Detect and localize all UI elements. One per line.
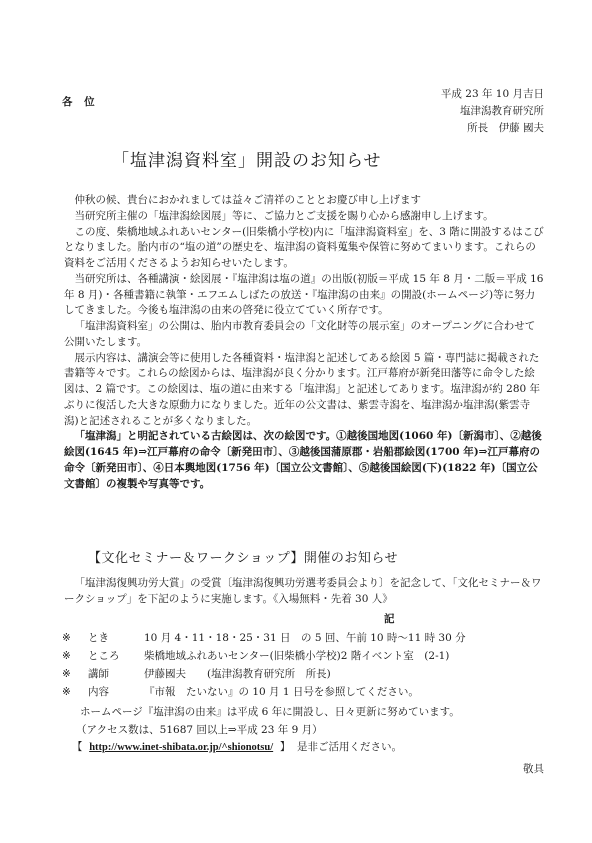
paragraph-maps: 「塩津潟」と明記されている古絵図は、次の絵図です。①越後国地図(1060 年)〔新潟市〕、②越後絵図(1645 年)⇒江戸幕府の命令〔新発田市〕、③越後国蒲原郡・岩船郡絵図(1700 年)⇒江戸幕府の命令〔新発田市〕、④日本輿地図(1756 年)〔国立公文書館〕、⑤越後国絵図(下)(1822 年)〔国立公文書館〕の複製や写真等です。 (64, 430, 542, 490)
paragraph-exhibit: 展示内容は、講演会等に使用した各種資料・塩津潟と記述してある絵図 5 篇・専門誌に掲載された書籍等々です。これらの絵図からは、塩津潟が良く分かります。江戸幕府が新発田藩等に命令した絵図は、2 篇です。この絵図は、塩の道に由来する「塩津潟」と記述してあります。塩津潟が約 280 年ぶりに復活した大きな原動力になりました。近年の公文書は、紫雲寺潟を、塩津潟か塩津潟(紫雲寺潟)と記述されることが多くなりました。 (64, 351, 541, 427)
row-value: 10 月 4・11・18・25・31 日 の 5 回、午前 10 時〜11 時 30 分 (144, 632, 466, 644)
row-mark: ※ (62, 650, 71, 662)
director-name: 所長 伊藤 國夫 (467, 122, 544, 134)
row-label: 内容 (88, 686, 109, 698)
homepage-link[interactable]: http://www.inet-shibata.or.jp/^shionotsu/ (89, 742, 274, 753)
row-label: とき (88, 632, 109, 644)
row-value: 柴橋地域ふれあいセンター(旧柴橋小学校)2 階イベント室 (2-1) (144, 650, 450, 662)
row-mark: ※ (62, 668, 71, 680)
bracket-open: 【 (72, 741, 83, 753)
row-label: ところ (88, 650, 120, 662)
url-line (72, 740, 402, 756)
ki-mark: 記 (384, 613, 395, 625)
row-content (62, 685, 419, 701)
seminar-intro-block (64, 576, 544, 608)
body-text (64, 193, 544, 492)
organization-name: 塩津潟教育研究所 (460, 105, 544, 117)
row-value: 『市報 たいない』の 10 月 1 日号を参照してください。 (144, 686, 419, 698)
row-label: 講師 (88, 668, 109, 680)
paragraph-activities: 当研究所は、各種講演・絵図展・『塩津潟は塩の道』の出版(初版＝平成 15 年 8 月・二版＝平成 16 年 8 月)・各種書籍に執筆・エフエムしばたの放送・『塩津潟の由来』の開設(ホームページ)等に努力してきました。今後も塩津潟の由来の啓発に役立てていく所存です。 (64, 272, 544, 317)
paragraph-thanks: 当研究所主催の「塩津潟絵図展」等に、ご協力とご支援を賜り心から感謝申し上げます。 (74, 209, 494, 222)
row-mark: ※ (62, 632, 71, 644)
seminar-heading: 【文化セミナー＆ワークショップ】開催のお知らせ (88, 551, 398, 566)
row-mark: ※ (62, 686, 71, 698)
document-title: 「塩津潟資料室」開設のお知らせ (112, 151, 382, 171)
row-lecturer (62, 667, 331, 683)
closing-keigu: 敬具 (523, 763, 544, 775)
access-count: （アクセス数は、51687 回以上⇒平成 23 年 9 月） (76, 724, 323, 736)
row-time (62, 631, 466, 647)
row-place (62, 649, 449, 665)
row-value: 伊藤國夫 (塩津潟教育研究所 所長) (144, 668, 331, 680)
seminar-intro: 「塩津潟復興功労大賞」の受賞〔塩津潟復興功労選考委員会より〕を記念して、「文化セミナー＆ワークショップ」を下記のように実施します。《入場無料・先着 30 人》 (64, 577, 542, 605)
homepage-note: ホームページ『塩津潟の由来』は平成 6 年に開設し、日々更新に努めています。 (80, 706, 460, 718)
paragraph-publication: 「塩津潟資料室」の公開は、胎内市教育委員会の「文化財等の展示室」のオープニングに合わせて公開いたします。 (64, 320, 536, 348)
bracket-close: 】 (279, 741, 291, 753)
url-suffix: 是非ご活用ください。 (297, 741, 403, 753)
addressee: 各 位 (62, 96, 99, 108)
paragraph-opening: この度、柴橋地域ふれあいセンター(旧柴橋小学校)内に「塩津潟資料室」を、3 階に開設するはこびとなりました。胎内市の“塩の道”の歴史を、塩津潟の資料蒐集や保管に努めてまいります。これらの資料をご活用くださるようお知らせいたします。 (64, 225, 544, 269)
paragraph-greeting: 仲秋の候、貴台におかれましては益々ご清祥のこととお慶び申し上げます (74, 194, 421, 206)
issue-date: 平成 23 年 10 月吉日 (440, 88, 544, 100)
